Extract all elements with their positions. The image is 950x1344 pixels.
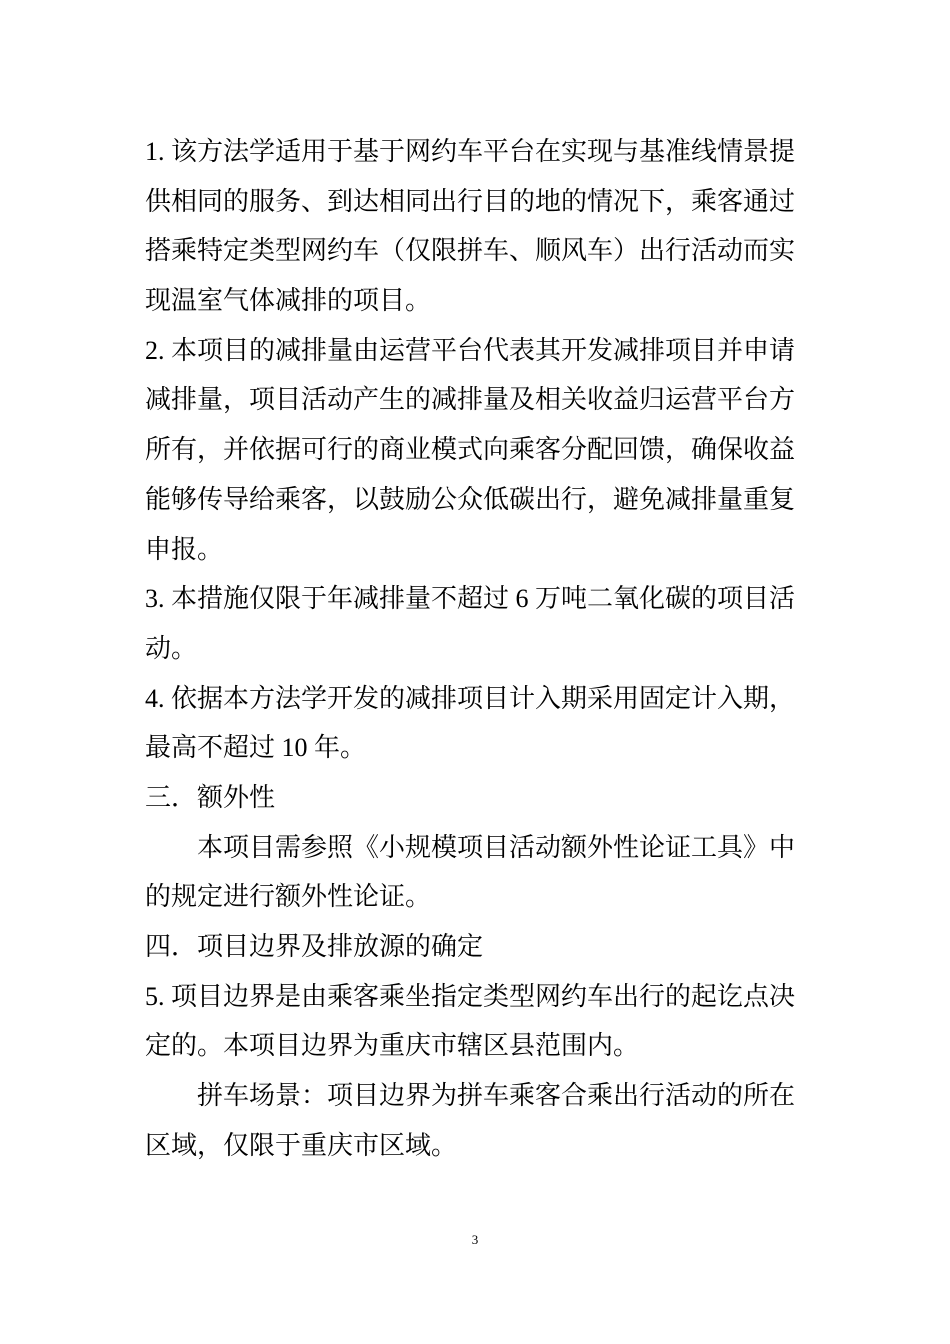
paragraph-additionality bbox=[145, 823, 845, 922]
paragraph-item-3 bbox=[145, 574, 845, 673]
text-line: 区域，仅限于重庆市区域。 bbox=[145, 1130, 458, 1160]
text-line: 拼车场景：项目边界为拼车乘客合乘出行活动的所在 bbox=[197, 1081, 796, 1111]
paragraph-item-4 bbox=[145, 674, 845, 773]
text-line: 1. 该方法学适用于基于网约车平台在实现与基准线情景提 bbox=[145, 137, 796, 166]
paragraph-carpool-scenario bbox=[145, 1071, 845, 1170]
text-line: 搭乘特定类型网约车（仅限拼车、顺风车）出行活动而实 bbox=[145, 236, 796, 266]
text-line: 定的。本项目边界为重庆市辖区县范围内。 bbox=[145, 1031, 640, 1061]
section-heading: 四．项目边界及排放源的确定 bbox=[145, 932, 484, 961]
text-line: 供相同的服务、到达相同出行目的地的情况下，乘客通过 bbox=[145, 186, 796, 216]
text-line: 申报。 bbox=[145, 534, 224, 564]
text-line: 最高不超过 10 年。 bbox=[145, 733, 367, 763]
section-heading-boundary bbox=[145, 922, 845, 972]
text-line: 减排量，项目活动产生的减排量及相关收益归运营平台方 bbox=[145, 385, 796, 415]
paragraph-item-2 bbox=[145, 326, 845, 574]
text-line: 动。 bbox=[145, 633, 198, 663]
text-line: 5. 项目边界是由乘客乘坐指定类型网约车出行的起讫点决 bbox=[145, 981, 796, 1011]
text-line: 3. 本措施仅限于年减排量不超过 6 万吨二氧化碳的项目活 bbox=[145, 584, 796, 614]
paragraph-item-5 bbox=[145, 972, 845, 1071]
text-line: 的规定进行额外性论证。 bbox=[145, 882, 432, 912]
section-heading: 三．额外性 bbox=[145, 782, 276, 812]
text-line: 能够传导给乘客，以鼓励公众低碳出行，避免减排量重复 bbox=[145, 484, 796, 514]
text-line: 本项目需参照《小规模项目活动额外性论证工具》中 bbox=[197, 832, 796, 862]
text-line: 所有，并依据可行的商业模式向乘客分配回馈，确保收益 bbox=[145, 435, 796, 465]
document-body bbox=[145, 127, 845, 1170]
section-heading-additionality bbox=[145, 773, 845, 823]
text-line: 2. 本项目的减排量由运营平台代表其开发减排项目并申请 bbox=[145, 335, 796, 365]
page-number: 3 bbox=[471, 1232, 479, 1247]
text-line: 4. 依据本方法学开发的减排项目计入期采用固定计入期， bbox=[145, 683, 796, 713]
paragraph-item-1 bbox=[145, 127, 845, 326]
text-line: 现温室气体减排的项目。 bbox=[145, 286, 432, 316]
